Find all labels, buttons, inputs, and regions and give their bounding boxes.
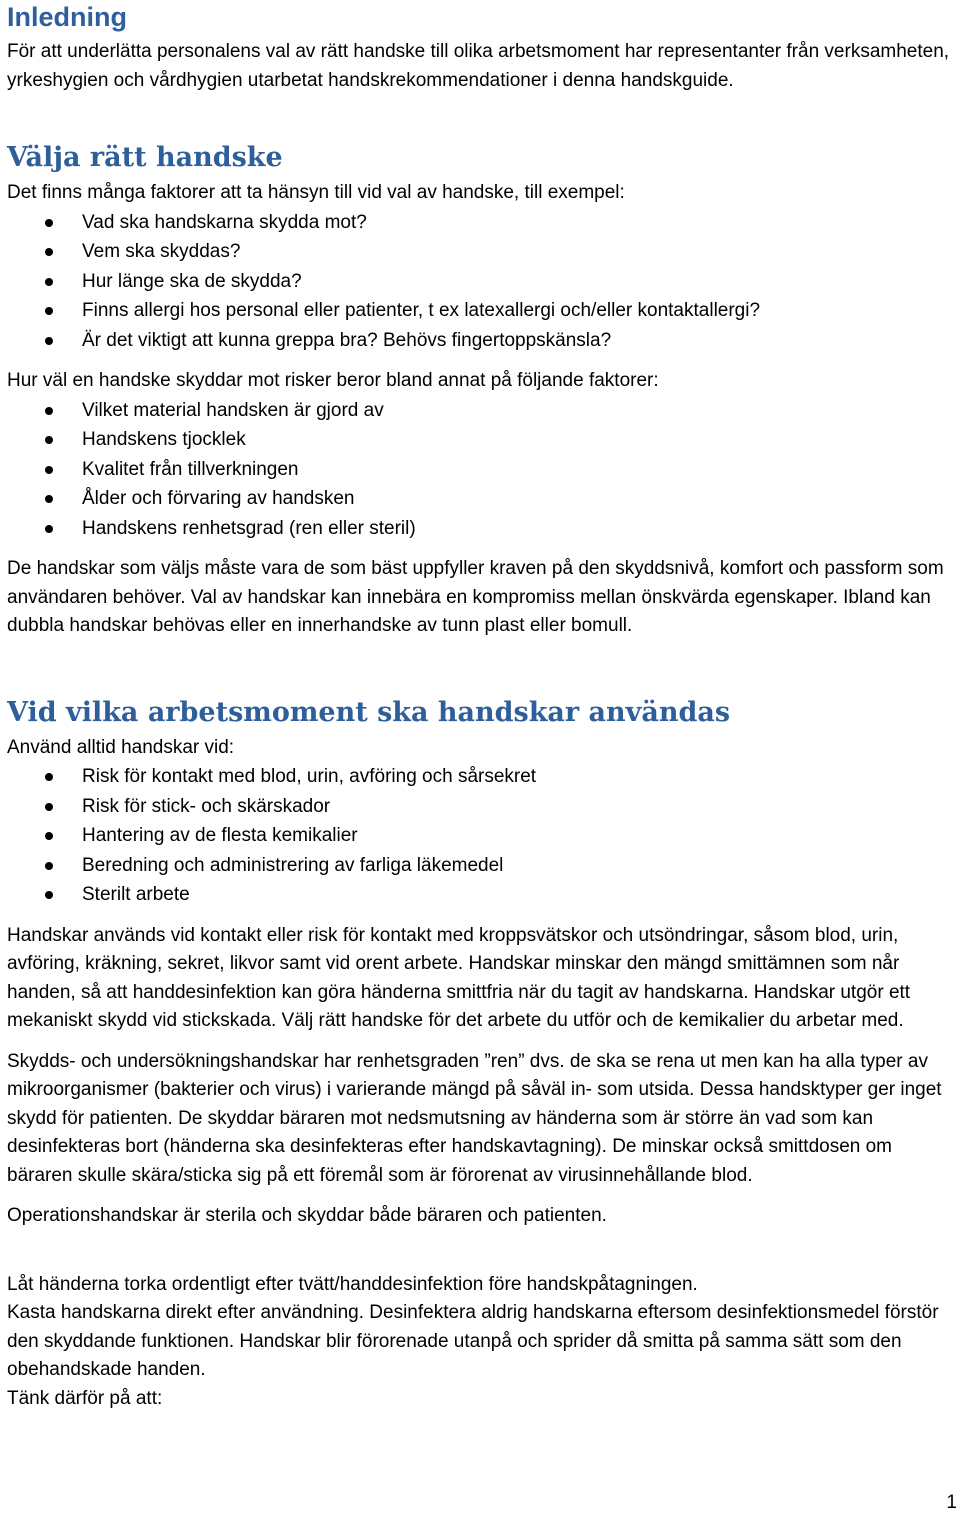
list-item: Vad ska handskarna skydda mot? [7, 208, 952, 238]
list-item: Sterilt arbete [7, 880, 952, 910]
list-item: Vilket material handsken är gjord av [7, 396, 952, 426]
bullet-icon [45, 891, 53, 899]
tasks-paragraph-3: Operationshandskar är sterila och skyddar både bäraren och patienten. [7, 1205, 607, 1226]
bullet-icon [45, 436, 53, 444]
list-item: Är det viktigt att kunna greppa bra? Behövs fingertoppskänsla? [7, 326, 952, 356]
tasks-paragraph-5: Kasta handskarna direkt efter användning. Desinfektera aldrig handskarna eftersom desinfektionsmedel förstör den skyddande funktionen. Handskar blir förorenade utanpå och sprider då smitta på samma sätt som den obehandskade handen. [7, 1302, 939, 1380]
tasks-paragraph-2: Skydds- och undersökningshandskar har renhetsgraden ”ren” dvs. de ska se rena ut men kan ha alla typer av mikroorganismer (bakterier och virus) i varierande mängd på såväl in- som utsida. Dessa handsktyper ger inget skydd för patienten. De skyddar bäraren mot nedsmutsning av händerna som är större än vad som kan desinfekteras bort (händerna ska desinfekteras efter handskavtagning). De minskar också smittdosen om bäraren skulle skära/sticka sig på ett föremål som är förorenat av virusinnehållande blod. [7, 1050, 942, 1186]
bullet-icon [45, 307, 53, 315]
bullet-icon [45, 466, 53, 474]
choose-lead: Det finns många faktorer att ta hänsyn till vid val av handske, till exempel: [7, 182, 625, 203]
tasks-lead: Använd alltid handskar vid: [7, 736, 235, 758]
heading-arbetsmoment: Vid vilka arbetsmoment ska handskar användas [7, 696, 731, 728]
list-item: Finns allergi hos personal eller patienter, t ex latexallergi och/eller kontaktallergi? [7, 296, 952, 326]
factor-list [7, 396, 952, 544]
tasks-paragraph-1: Handskar används vid kontakt eller risk för kontakt med kroppsvätskor och utsöndringar, såsom blod, urin, avföring, kräkning, sekret, likvor samt vid orent arbete. Handskar minskar den mängd smittämnen som når handen, så att handdesinfektion kan göra händerna smittfria när du tagit av handskarna. Handskar utgör ett mekaniskt skydd vid stickskada. Välj rätt handske för det arbete du utför och de kemikalier du arbetar med. [7, 924, 911, 1031]
bullet-icon [45, 832, 53, 840]
document-page [7, 0, 952, 1413]
bullet-icon [45, 219, 53, 227]
list-item: Vem ska skyddas? [7, 237, 952, 267]
page-number: 1 [946, 1492, 957, 1513]
list-item: Hantering av de flesta kemikalier [7, 821, 952, 851]
list-item: Ålder och förvaring av handsken [7, 484, 952, 514]
list-item: Beredning och administrering av farliga läkemedel [7, 851, 952, 881]
heading-valja-ratt-handske: Välja rätt handske [7, 142, 283, 173]
list-item: Handskens renhetsgrad (ren eller steril) [7, 514, 952, 544]
bullet-icon [45, 803, 53, 811]
list-item: Risk för kontakt med blod, urin, avföring och sårsekret [7, 762, 952, 792]
intro-paragraph: För att underlätta personalens val av rätt handske till olika arbetsmoment har representanter från verksamheten, yrkeshygien och vårdhygien utarbetat handskrekommendationer i denna handskguide. [7, 41, 950, 91]
question-list [7, 208, 952, 356]
list-item: Hur länge ska de skydda? [7, 267, 952, 297]
bullet-icon [45, 337, 53, 345]
bullet-icon [45, 278, 53, 286]
bullet-icon [45, 248, 53, 256]
bullet-icon [45, 862, 53, 870]
list-item: Handskens tjocklek [7, 425, 952, 455]
list-item: Kvalitet från tillverkningen [7, 455, 952, 485]
list-item: Risk för stick- och skärskador [7, 792, 952, 822]
factors-lead: Hur väl en handske skyddar mot risker beror bland annat på följande faktorer: [7, 370, 659, 391]
bullet-icon [45, 773, 53, 781]
bullet-icon [45, 407, 53, 415]
heading-inledning: Inledning [7, 2, 127, 32]
bullet-icon [45, 495, 53, 503]
tasks-paragraph-6: Tänk därför på att: [7, 1387, 163, 1409]
task-list [7, 762, 952, 910]
tasks-paragraph-4: Låt händerna torka ordentligt efter tvätt/handdesinfektion före handskpåtagningen. [7, 1273, 698, 1295]
bullet-icon [45, 525, 53, 533]
choose-closing: De handskar som väljs måste vara de som bäst uppfyller kraven på den skyddsnivå, komfort och passform som användaren behöver. Val av handskar kan innebära en kompromiss mellan önskvärda egenskaper. Ibland kan dubbla handskar behövas eller en innerhandske av tunn plast eller bomull. [7, 558, 944, 636]
